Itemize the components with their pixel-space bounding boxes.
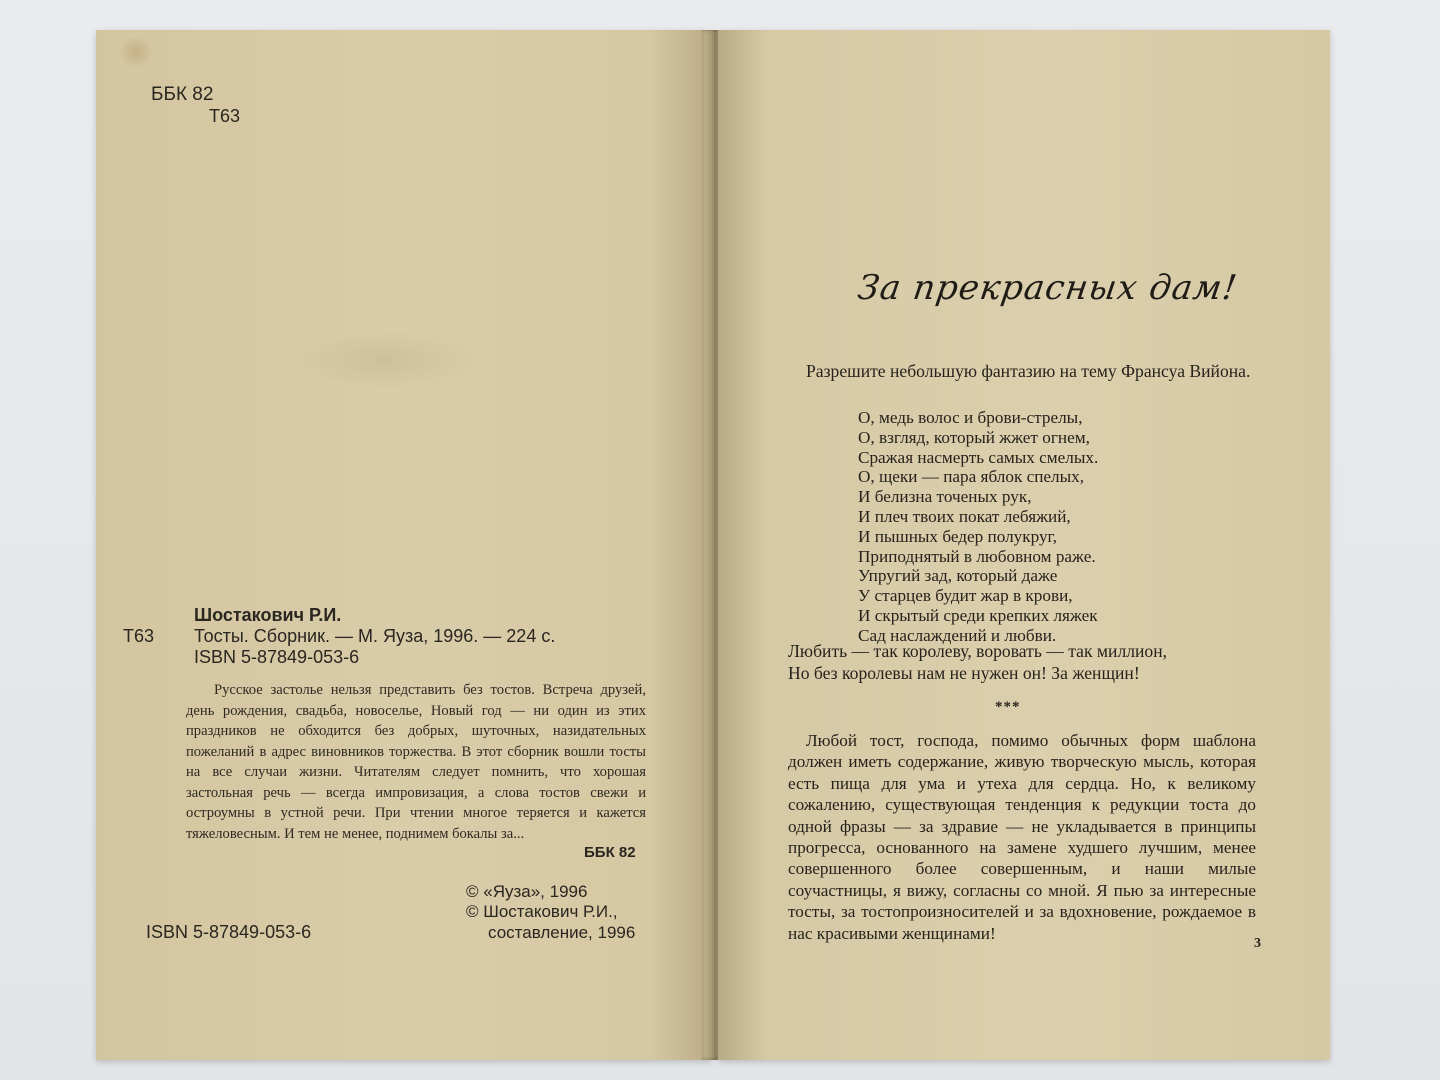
intro-text: Разрешите небольшую фантазию на тему Франсуа Вийона.: [806, 361, 1251, 381]
left-page: [96, 30, 712, 1060]
copyright-line: составление, 1996: [488, 923, 636, 942]
chapter-title: За прекрасных дам!: [855, 268, 1240, 308]
card-biblio: Тосты. Сборник. — М. Яуза, 1996. — 224 с.: [194, 626, 556, 646]
card-mark: Т63: [123, 626, 155, 646]
poem-line: И белизна точеных рук,: [858, 487, 1032, 507]
card-isbn: ISBN 5-87849-053-6: [194, 647, 360, 667]
bbk-code-bottom: ББК 82: [584, 844, 636, 861]
toast-paragraph: Любой тост, господа, помимо обычных форм шаблона должен иметь содержание, живую творческую мысль, которая есть пища для ума и утеха для сердца. Но, к великому сожалению, существующая тенденция к редукции тоста до одной фразы — за здравие — не укладывается в принципы прогресса, основанного на замене худшего лучшим, менее совершенного более совершенным, и наши милые соучастницы, я вижу, согласны со мной. Я пью за интересные тосты, за тостопроизносителей и за вдохновение, рождаемое в нас красивыми женщинами!: [788, 731, 1256, 943]
poem-line: О, медь волос и брови-стрелы,: [858, 408, 1083, 427]
couplet-line: Но без королевы нам не нужен он! За женщин!: [788, 663, 1140, 684]
open-book: [90, 30, 1340, 1060]
bbk-code: ББК 82: [151, 84, 214, 105]
couplet-line: Любить — так королеву, воровать — так миллион,: [788, 641, 1168, 661]
poem-line: О, взгляд, который жжет огнем,: [858, 427, 1090, 447]
poem-line: И плеч твоих покат лебяжий,: [858, 506, 1071, 526]
poem-line: Сад наслаждений и любви.: [858, 625, 1057, 645]
poem-line: Приподнятый в любовном раже.: [858, 546, 1096, 566]
poem-line: Сражая насмерть самых смелых.: [858, 447, 1099, 467]
annotation-text: Русское застолье нельзя представить без тостов. Встреча друзей, день рождения, свадьба, новоселье, Новый год — ни один из этих праздников не обходится без добрых, шуточных, назидательных пожеланий в адрес виновников торжества. В этот сборник вошли тосты на все случаи жизни. Читателям следует помнить, что хорошая застольная речь — всегда импровизация, а слова тостов свежи и остроумны в устной речи. При чтении многое теряется и кажется тяжеловесным. И тем не менее, поднимем бокалы за...: [186, 682, 646, 842]
copyright-line: © «Яуза», 1996: [466, 882, 588, 901]
page-number: 3: [1254, 936, 1261, 951]
isbn-bottom: ISBN 5-87849-053-6: [146, 922, 312, 942]
poem-line: У старцев будит жар в крови,: [858, 586, 1073, 606]
author-mark: Т63: [209, 106, 241, 126]
right-page: [718, 30, 1330, 1060]
poem-line: Упругий зад, который даже: [858, 566, 1058, 586]
page-stain: [118, 38, 154, 66]
poem: [858, 408, 1098, 646]
couplet: [788, 640, 1167, 685]
poem-line: И скрытый среди крепких ляжек: [858, 605, 1098, 625]
copyright-line: © Шостакович Р.И.,: [466, 902, 618, 921]
section-separator: ***: [995, 699, 1021, 715]
page-stain: [296, 330, 476, 390]
poem-line: О, щеки — пара яблок спелых,: [858, 467, 1085, 487]
poem-line: И пышных бедер полукруг,: [858, 526, 1057, 546]
card-author: Шостакович Р.И.: [194, 605, 342, 625]
